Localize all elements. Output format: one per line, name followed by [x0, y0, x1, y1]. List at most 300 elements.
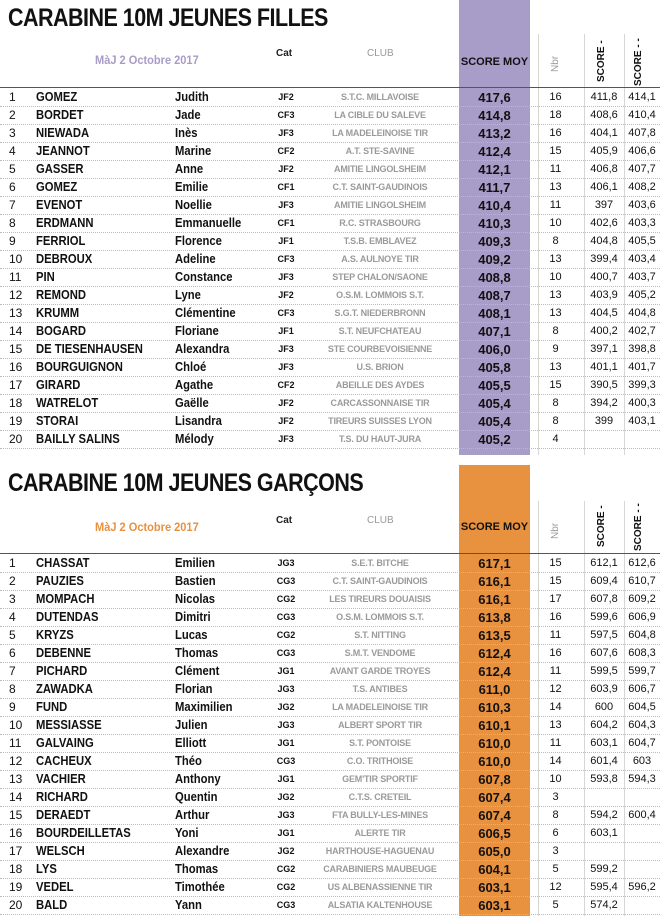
category: CG3 [276, 756, 296, 766]
last-name: RICHARD [36, 790, 88, 804]
header-score-minus-minus: SCORE - - [633, 503, 644, 551]
score-minus-minus: 403,4 [628, 253, 656, 265]
score-minus: 607,6 [590, 647, 618, 659]
score-minus: 397,1 [590, 343, 618, 355]
rank-cell: 18 [9, 862, 23, 876]
last-name: BOURDEILLETAS [36, 826, 131, 840]
score-minus: 408,6 [590, 109, 618, 121]
header-cat: Cat [276, 48, 293, 59]
score-minus-minus: 405,2 [628, 289, 656, 301]
score-moy: 406,0 [478, 342, 511, 357]
table-row [0, 143, 660, 161]
ranking-table [0, 89, 660, 449]
score-moy: 407,1 [478, 324, 511, 339]
last-name: KRUMM [36, 306, 80, 320]
header-club: CLUB [367, 515, 394, 526]
category: CF2 [277, 146, 295, 156]
club-name: S.E.T. BITCHE [351, 558, 409, 568]
match-count: 11 [549, 199, 562, 211]
score-minus-minus: 594,3 [628, 773, 656, 785]
score-minus: 406,1 [590, 181, 618, 193]
table-row [0, 107, 660, 125]
rank-cell: 10 [9, 718, 23, 732]
score-minus: 404,8 [590, 235, 618, 247]
section-title: CARABINE 10M JEUNES GARÇONS [8, 469, 364, 497]
last-name: BAILLY SALINS [36, 432, 120, 446]
rank-cell: 3 [9, 126, 16, 140]
club-name: O.S.M. LOMMOIS S.T. [336, 290, 424, 300]
category: JG2 [277, 846, 295, 856]
score-minus-minus: 403,1 [628, 415, 656, 427]
first-name: Anthony [175, 772, 221, 786]
category: JG2 [277, 702, 295, 712]
section-boys [0, 465, 660, 916]
first-name: Emilie [175, 180, 209, 194]
score-minus: 601,4 [590, 755, 618, 767]
club-name: S.G.T. NIEDERBRONN [334, 308, 426, 318]
club-name: T.S. DU HAUT-JURA [338, 434, 422, 444]
table-row [0, 305, 660, 323]
header-score-minus: SCORE - [596, 505, 607, 547]
score-minus: 593,8 [590, 773, 618, 785]
score-moy: 405,2 [478, 432, 511, 447]
rank-cell: 2 [9, 108, 16, 122]
category: JG1 [277, 774, 295, 784]
score-moy: 613,8 [478, 610, 511, 625]
last-name: PAUZIES [36, 574, 84, 588]
table-row [0, 341, 660, 359]
score-moy: 605,0 [478, 844, 511, 859]
rank-cell: 14 [9, 324, 23, 338]
score-minus: 595,4 [590, 881, 618, 893]
score-minus: 607,8 [590, 593, 618, 605]
match-count: 3 [552, 791, 559, 803]
category: JF2 [278, 92, 294, 102]
category: JF3 [278, 434, 294, 444]
match-count: 16 [549, 127, 562, 139]
club-name: STEP CHALON/SAONE [332, 272, 428, 282]
match-count: 12 [549, 683, 562, 695]
last-name: FERRIOL [36, 234, 86, 248]
first-name: Inès [175, 126, 198, 140]
section-girls [0, 0, 660, 455]
score-minus-minus: 398,8 [628, 343, 656, 355]
score-minus-minus: 406,6 [628, 145, 656, 157]
table-row [0, 807, 660, 825]
table-row [0, 789, 660, 807]
club-name: HARTHOUSE-HAGUENAU [325, 846, 435, 856]
update-date: MàJ 2 Octobre 2017 [95, 53, 199, 67]
score-moy: 417,6 [478, 90, 511, 105]
category: JF3 [278, 200, 294, 210]
score-minus: 594,2 [590, 809, 618, 821]
last-name: BALD [36, 898, 68, 912]
club-name: ALSATIA KALTENHOUSE [327, 900, 433, 910]
rank-cell: 8 [9, 216, 16, 230]
rank-cell: 4 [9, 610, 16, 624]
rank-cell: 5 [9, 162, 16, 176]
last-name: VEDEL [36, 880, 74, 894]
rank-cell: 14 [9, 790, 23, 804]
score-minus: 404,1 [590, 127, 618, 139]
score-minus: 401,1 [590, 361, 618, 373]
last-name: GALVAING [36, 736, 94, 750]
score-minus: 604,2 [590, 719, 618, 731]
header-score-minus-minus: SCORE - - [633, 38, 644, 86]
score-minus-minus: 401,7 [628, 361, 656, 373]
table-row [0, 413, 660, 431]
table-row [0, 233, 660, 251]
score-moy: 610,3 [478, 700, 511, 715]
category: JF3 [278, 272, 294, 282]
category: CF1 [277, 182, 295, 192]
table-row [0, 735, 660, 753]
last-name: FUND [36, 700, 68, 714]
score-minus: 597,5 [590, 629, 618, 641]
score-moy: 616,1 [478, 574, 511, 589]
club-name: T.S. ANTIBES [352, 684, 408, 694]
score-moy: 409,3 [478, 234, 511, 249]
rank-cell: 17 [9, 378, 23, 392]
rank-cell: 5 [9, 628, 16, 642]
rank-cell: 1 [9, 556, 16, 570]
club-name: LA CIBLE DU SALEVE [334, 110, 426, 120]
score-minus: 390,5 [590, 379, 618, 391]
rank-cell: 11 [9, 270, 22, 284]
ranking-table [0, 555, 660, 915]
match-count: 5 [552, 899, 559, 911]
first-name: Jade [175, 108, 201, 122]
last-name: GOMEZ [36, 180, 78, 194]
category: CG3 [276, 576, 296, 586]
score-moy: 405,4 [478, 396, 511, 411]
first-name: Clémentine [175, 306, 236, 320]
category: JG3 [277, 684, 295, 694]
score-moy: 411,7 [478, 180, 511, 195]
first-name: Mélody [175, 432, 214, 446]
match-count: 12 [549, 881, 562, 893]
score-minus: 612,1 [590, 557, 618, 569]
match-count: 9 [552, 343, 559, 355]
category: JG3 [277, 810, 295, 820]
match-count: 8 [552, 397, 559, 409]
score-minus-minus: 603 [632, 755, 652, 767]
last-name: PICHARD [36, 664, 88, 678]
first-name: Gaëlle [175, 396, 209, 410]
club-name: O.S.M. LOMMOIS S.T. [336, 612, 424, 622]
last-name: EVENOT [36, 198, 83, 212]
first-name: Marine [175, 144, 212, 158]
match-count: 13 [549, 253, 562, 265]
first-name: Yann [175, 898, 202, 912]
category: JF3 [278, 362, 294, 372]
score-minus: 600 [594, 701, 614, 713]
match-count: 10 [549, 271, 562, 283]
first-name: Alexandre [175, 844, 230, 858]
first-name: Florian [175, 682, 213, 696]
category: CG3 [276, 648, 296, 658]
score-minus: 603,1 [590, 827, 618, 839]
score-minus-minus: 407,7 [628, 163, 656, 175]
category: JF1 [278, 236, 294, 246]
club-name: AMITIE LINGOLSHEIM [334, 164, 426, 174]
score-minus-minus: 606,9 [628, 611, 656, 623]
match-count: 14 [549, 701, 562, 713]
category: CG2 [276, 864, 296, 874]
score-minus: 399 [594, 415, 614, 427]
header-nbr: Nbr [550, 522, 561, 539]
table-row [0, 897, 660, 915]
club-name: C.O. TRITHOISE [346, 756, 414, 766]
last-name: DUTENDAS [36, 610, 99, 624]
score-moy: 604,1 [478, 862, 511, 877]
last-name: REMOND [36, 288, 87, 302]
score-minus-minus: 403,6 [628, 199, 656, 211]
table-row [0, 861, 660, 879]
last-name: MESSIASSE [36, 718, 102, 732]
rank-cell: 19 [9, 880, 23, 894]
first-name: Anne [175, 162, 204, 176]
score-moy: 408,8 [478, 270, 511, 285]
last-name: DEBROUX [36, 252, 93, 266]
score-moy: 405,5 [478, 378, 511, 393]
header-club: CLUB [367, 48, 394, 59]
first-name: Quentin [175, 790, 218, 804]
score-minus-minus: 606,7 [628, 683, 656, 695]
score-minus-minus: 399,3 [628, 379, 656, 391]
match-count: 8 [552, 235, 559, 247]
first-name: Lisandra [175, 414, 222, 428]
section-title: CARABINE 10M JEUNES FILLES [8, 4, 328, 32]
score-moy: 408,1 [478, 306, 511, 321]
score-moy: 408,7 [478, 288, 511, 303]
last-name: CHASSAT [36, 556, 90, 570]
last-name: BOURGUIGNON [36, 360, 123, 374]
score-minus-minus: 414,1 [628, 91, 656, 103]
club-name: STE COURBEVOISIENNE [327, 344, 433, 354]
table-row [0, 395, 660, 413]
club-name: AMITIE LINGOLSHEIM [334, 200, 426, 210]
table-row [0, 843, 660, 861]
category: JG3 [277, 558, 295, 568]
score-moy: 612,4 [478, 646, 511, 661]
last-name: KRYZS [36, 628, 74, 642]
category: CG3 [276, 900, 296, 910]
club-name: FTA BULLY-LES-MINES [332, 810, 428, 820]
score-minus: 399,4 [590, 253, 618, 265]
score-minus-minus: 403,7 [628, 271, 656, 283]
score-minus-minus: 596,2 [628, 881, 656, 893]
match-count: 15 [549, 557, 562, 569]
score-minus-minus: 604,8 [628, 629, 656, 641]
score-minus-minus: 410,4 [628, 109, 656, 121]
category: JF3 [278, 344, 294, 354]
club-name: S.T. NEUFCHATEAU [338, 326, 422, 336]
club-name: C.T. SAINT-GAUDINOIS [332, 576, 428, 586]
header-cat: Cat [276, 515, 293, 526]
club-name: ALBERT SPORT TIR [338, 720, 422, 730]
score-minus: 574,2 [590, 899, 618, 911]
category: CG2 [276, 594, 296, 604]
rank-cell: 20 [9, 898, 23, 912]
score-minus: 599,5 [590, 665, 618, 677]
rank-cell: 16 [9, 826, 23, 840]
score-moy: 405,4 [478, 414, 511, 429]
first-name: Arthur [175, 808, 210, 822]
score-minus: 599,6 [590, 611, 618, 623]
match-count: 14 [549, 755, 562, 767]
score-moy: 603,1 [478, 898, 511, 913]
category: JG1 [277, 666, 295, 676]
rank-cell: 18 [9, 396, 23, 410]
rank-cell: 12 [9, 754, 23, 768]
first-name: Adeline [175, 252, 216, 266]
club-name: ABEILLE DES AYDES [335, 380, 425, 390]
score-moy: 412,4 [478, 144, 511, 159]
table-row [0, 771, 660, 789]
club-name: AVANT GARDE TROYES [329, 666, 431, 676]
score-minus-minus: 405,5 [628, 235, 656, 247]
first-name: Floriane [175, 324, 219, 338]
first-name: Judith [175, 90, 209, 104]
header-score-minus: SCORE - [596, 40, 607, 82]
category: JF2 [278, 164, 294, 174]
score-moy: 410,3 [478, 216, 511, 231]
rank-cell: 19 [9, 414, 23, 428]
club-name: U.S. BRION [356, 362, 404, 372]
score-minus: 609,4 [590, 575, 618, 587]
header-rule [0, 87, 660, 88]
category: CG2 [276, 630, 296, 640]
last-name: JEANNOT [36, 144, 90, 158]
score-moy: 414,8 [478, 108, 511, 123]
rank-cell: 2 [9, 574, 16, 588]
category: CF3 [277, 308, 295, 318]
rank-cell: 15 [9, 808, 23, 822]
last-name: NIEWADA [36, 126, 90, 140]
rank-cell: 12 [9, 288, 23, 302]
category: CF2 [277, 380, 295, 390]
table-row [0, 627, 660, 645]
header-score-moy: SCORE MOY [460, 56, 529, 68]
score-moy: 410,4 [478, 198, 511, 213]
first-name: Constance [175, 270, 233, 284]
score-minus-minus: 612,6 [628, 557, 656, 569]
club-name: A.T. STE-SAVINE [345, 146, 415, 156]
match-count: 10 [549, 773, 562, 785]
score-minus-minus: 604,7 [628, 737, 656, 749]
match-count: 13 [549, 289, 562, 301]
table-row [0, 323, 660, 341]
match-count: 15 [549, 145, 562, 157]
rank-cell: 7 [9, 198, 16, 212]
score-minus-minus: 609,2 [628, 593, 656, 605]
first-name: Nicolas [175, 592, 216, 606]
score-moy: 610,1 [478, 718, 511, 733]
first-name: Yoni [175, 826, 199, 840]
match-count: 3 [552, 845, 559, 857]
score-moy: 409,2 [478, 252, 511, 267]
last-name: DEBENNE [36, 646, 92, 660]
score-minus-minus: 604,3 [628, 719, 656, 731]
category: JG3 [277, 720, 295, 730]
score-minus-minus: 610,7 [628, 575, 656, 587]
category: CF1 [277, 218, 295, 228]
first-name: Agathe [175, 378, 214, 392]
match-count: 15 [549, 379, 562, 391]
category: JF3 [278, 128, 294, 138]
first-name: Chloé [175, 360, 207, 374]
club-name: CARCASSONNAISE TIR [330, 398, 430, 408]
score-minus: 397 [594, 199, 614, 211]
score-minus: 405,9 [590, 145, 618, 157]
rank-cell: 13 [9, 306, 23, 320]
category: CG3 [276, 612, 296, 622]
score-moy: 607,8 [478, 772, 511, 787]
score-minus: 603,9 [590, 683, 618, 695]
category: CF3 [277, 254, 295, 264]
first-name: Lyne [175, 288, 201, 302]
last-name: STORAI [36, 414, 79, 428]
table-row [0, 609, 660, 627]
match-count: 11 [549, 163, 562, 175]
match-count: 13 [549, 181, 562, 193]
score-moy: 612,4 [478, 664, 511, 679]
last-name: DERAEDT [36, 808, 91, 822]
score-minus: 402,6 [590, 217, 618, 229]
score-minus: 411,8 [590, 91, 618, 103]
first-name: Lucas [175, 628, 208, 642]
rank-cell: 6 [9, 180, 16, 194]
category: JF2 [278, 290, 294, 300]
score-moy: 610,0 [478, 754, 511, 769]
score-minus-minus: 408,2 [628, 181, 656, 193]
category: CG2 [276, 882, 296, 892]
header-rule [0, 553, 660, 554]
match-count: 11 [549, 629, 562, 641]
last-name: PIN [36, 270, 55, 284]
table-row [0, 89, 660, 107]
category: JF2 [278, 416, 294, 426]
table-row [0, 717, 660, 735]
score-moy: 603,1 [478, 880, 511, 895]
club-name: GEM'TIR SPORTIF [342, 774, 418, 784]
club-name: S.T. NITTING [354, 630, 406, 640]
category: JG1 [277, 738, 295, 748]
club-name: LES TIREURS DOUAISIS [329, 594, 431, 604]
club-name: S.T.C. MILLAVOISE [341, 92, 419, 102]
match-count: 5 [552, 863, 559, 875]
match-count: 13 [549, 307, 562, 319]
last-name: CACHEUX [36, 754, 92, 768]
score-moy: 413,2 [478, 126, 511, 141]
table-row [0, 645, 660, 663]
score-minus-minus: 404,8 [628, 307, 656, 319]
table-row [0, 879, 660, 897]
last-name: DE TIESENHAUSEN [36, 342, 143, 356]
table-row [0, 555, 660, 573]
first-name: Florence [175, 234, 222, 248]
table-row [0, 431, 660, 449]
table-row [0, 251, 660, 269]
match-count: 6 [552, 827, 559, 839]
score-minus: 404,5 [590, 307, 618, 319]
club-name: US ALBENASSIENNE TIR [327, 882, 433, 892]
first-name: Elliott [175, 736, 207, 750]
score-minus: 603,1 [590, 737, 618, 749]
score-moy: 412,1 [478, 162, 511, 177]
table-row [0, 377, 660, 395]
